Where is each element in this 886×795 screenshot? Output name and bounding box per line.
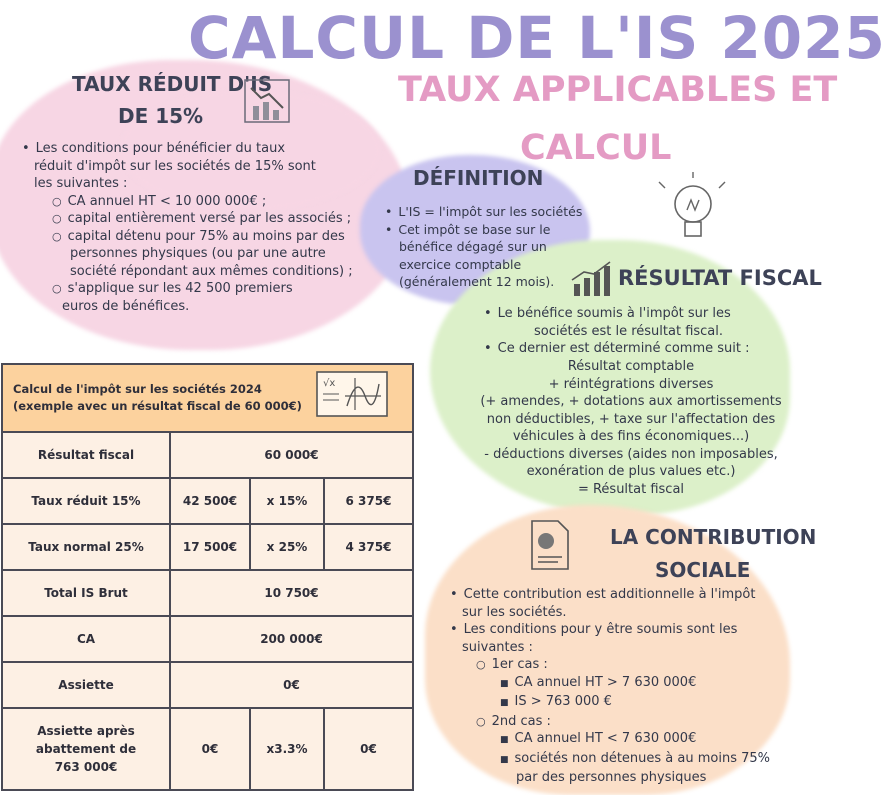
f7: exonération de plus values etc.) xyxy=(526,464,736,479)
f6: - déductions diverses (aides non imposables, xyxy=(484,446,778,462)
definition-heading: DÉFINITION xyxy=(413,166,544,190)
f5: véhicules à des fins économiques...) xyxy=(512,429,750,444)
case1-b: ■ IS > 763 000 € xyxy=(450,693,780,713)
row-label: Taux réduit 15% xyxy=(2,478,170,524)
fiscal-item1-2: sociétés est le résultat fiscal. xyxy=(534,323,724,339)
f8: = Résultat fiscal xyxy=(577,481,685,497)
table-row xyxy=(2,708,413,790)
row-label: Résultat fiscal xyxy=(2,432,170,478)
row-value: 60 000€ xyxy=(170,432,413,478)
chart-down-icon xyxy=(243,78,291,124)
social-heading-1: LA CONTRIBUTION xyxy=(610,525,817,549)
document-chart-icon xyxy=(528,519,572,571)
lightbulb-icon xyxy=(655,172,725,252)
table-row xyxy=(2,662,413,708)
row-label-line2: abattement de xyxy=(35,742,137,756)
row-result: 0€ xyxy=(324,708,413,790)
row-value: 200 000€ xyxy=(170,616,413,662)
row-label: Assiette xyxy=(2,662,170,708)
def-item2-2: bénéfice dégagé sur un xyxy=(399,239,547,254)
table-header-line2: (exemple avec un résultat fiscal de 60 000€) xyxy=(13,399,302,413)
table-row xyxy=(2,432,413,478)
case2: ○ 2nd cas : xyxy=(450,713,780,731)
f3: (+ amendes, + dotations aux amortissements xyxy=(480,394,782,409)
subtitle-line2: CALCUL xyxy=(520,128,672,168)
cond4-2: euros de bénéfices. xyxy=(62,298,190,314)
reduced-rate-text xyxy=(22,140,372,315)
calc-table xyxy=(1,363,414,791)
table-row xyxy=(2,478,413,524)
row-result: 6 375€ xyxy=(324,478,413,524)
table-row xyxy=(2,524,413,570)
row-label-line1: Assiette après xyxy=(37,724,135,738)
case1-a: ■ CA annuel HT > 7 630 000€ xyxy=(450,674,780,694)
case2-b: ■ sociétés non détenues à au moins 75% xyxy=(450,750,780,770)
reduced-rate-heading-2: DE 15% xyxy=(118,104,204,128)
reduced-rate-heading-1: TAUX RÉDUIT D'IS xyxy=(72,72,273,96)
social-heading-2: SOCIALE xyxy=(655,558,751,582)
reduced-intro-3: les suivantes : xyxy=(34,176,128,191)
fiscal-formula xyxy=(478,358,784,498)
def-item2-4: (généralement 12 mois). xyxy=(399,274,555,289)
table-header-line1: Calcul de l'impôt sur les sociétés 2024 xyxy=(13,382,262,396)
social-item2: • Les conditions pour y être soumis sont les xyxy=(450,621,780,639)
row-label xyxy=(2,708,170,790)
cond2: ○ capital entièrement versé par les associés ; xyxy=(22,210,372,228)
f4: non déductibles, + taxe sur l'affectation des xyxy=(486,411,776,427)
case2-b-2: par des personnes physiques xyxy=(516,770,707,785)
case2-a: ■ CA annuel HT < 7 630 000€ xyxy=(450,730,780,750)
row-result: 4 375€ xyxy=(324,524,413,570)
row-rate: x 25% xyxy=(250,524,324,570)
row-base: 0€ xyxy=(170,708,250,790)
fiscal-item2: • Ce dernier est déterminé comme suit : xyxy=(484,340,784,358)
fiscal-item1: • Le bénéfice soumis à l'impôt sur les xyxy=(484,305,784,323)
cond3: ○ capital détenu pour 75% au moins par des xyxy=(22,228,372,246)
cond3-3: société répondant aux mêmes conditions) ; xyxy=(70,263,353,279)
def-item2: • Cet impôt se base sur le xyxy=(385,221,595,239)
table-row xyxy=(2,616,413,662)
svg-text:√x: √x xyxy=(323,378,336,389)
row-value: 10 750€ xyxy=(170,570,413,616)
row-label: Total IS Brut xyxy=(2,570,170,616)
cond4: ○ s'applique sur les 42 500 premiers xyxy=(22,280,372,298)
case1: ○ 1er cas : xyxy=(450,656,780,674)
f1: Résultat comptable xyxy=(567,359,695,374)
social-item1: • Cette contribution est additionnelle à l'impôt xyxy=(450,586,780,604)
f2: + réintégrations diverses xyxy=(548,376,714,392)
row-label: CA xyxy=(2,616,170,662)
page-title: CALCUL DE L'IS 2025 xyxy=(188,4,886,72)
reduced-intro-2: réduit d'impôt sur les sociétés de 15% sont xyxy=(34,158,316,174)
chart-up-icon xyxy=(570,262,612,298)
row-base: 17 500€ xyxy=(170,524,250,570)
fiscal-text xyxy=(484,305,784,358)
row-label: Taux normal 25% xyxy=(2,524,170,570)
row-value: 0€ xyxy=(170,662,413,708)
social-item2-2: suivantes : xyxy=(462,639,533,655)
cond1: ○ CA annuel HT < 10 000 000€ ; xyxy=(22,193,372,211)
def-item1: • L'IS = l'impôt sur les sociétés xyxy=(385,203,595,221)
social-text xyxy=(450,586,780,787)
fiscal-heading: RÉSULTAT FISCAL xyxy=(618,266,822,290)
reduced-intro: • Les conditions pour bénéficier du taux xyxy=(22,140,372,158)
row-label-line3: 763 000€ xyxy=(54,760,118,774)
table-row xyxy=(2,570,413,616)
social-item1-2: sur les sociétés. xyxy=(462,604,567,620)
graph-board-icon xyxy=(315,370,391,420)
row-rate: x3.3% xyxy=(250,708,324,790)
def-item2-3: exercice comptable xyxy=(399,256,522,272)
row-base: 42 500€ xyxy=(170,478,250,524)
subtitle-line1: TAUX APPLICABLES ET xyxy=(398,70,838,110)
cond3-2: personnes physiques (ou par une autre xyxy=(70,246,326,261)
row-rate: x 15% xyxy=(250,478,324,524)
definition-text xyxy=(385,203,595,291)
